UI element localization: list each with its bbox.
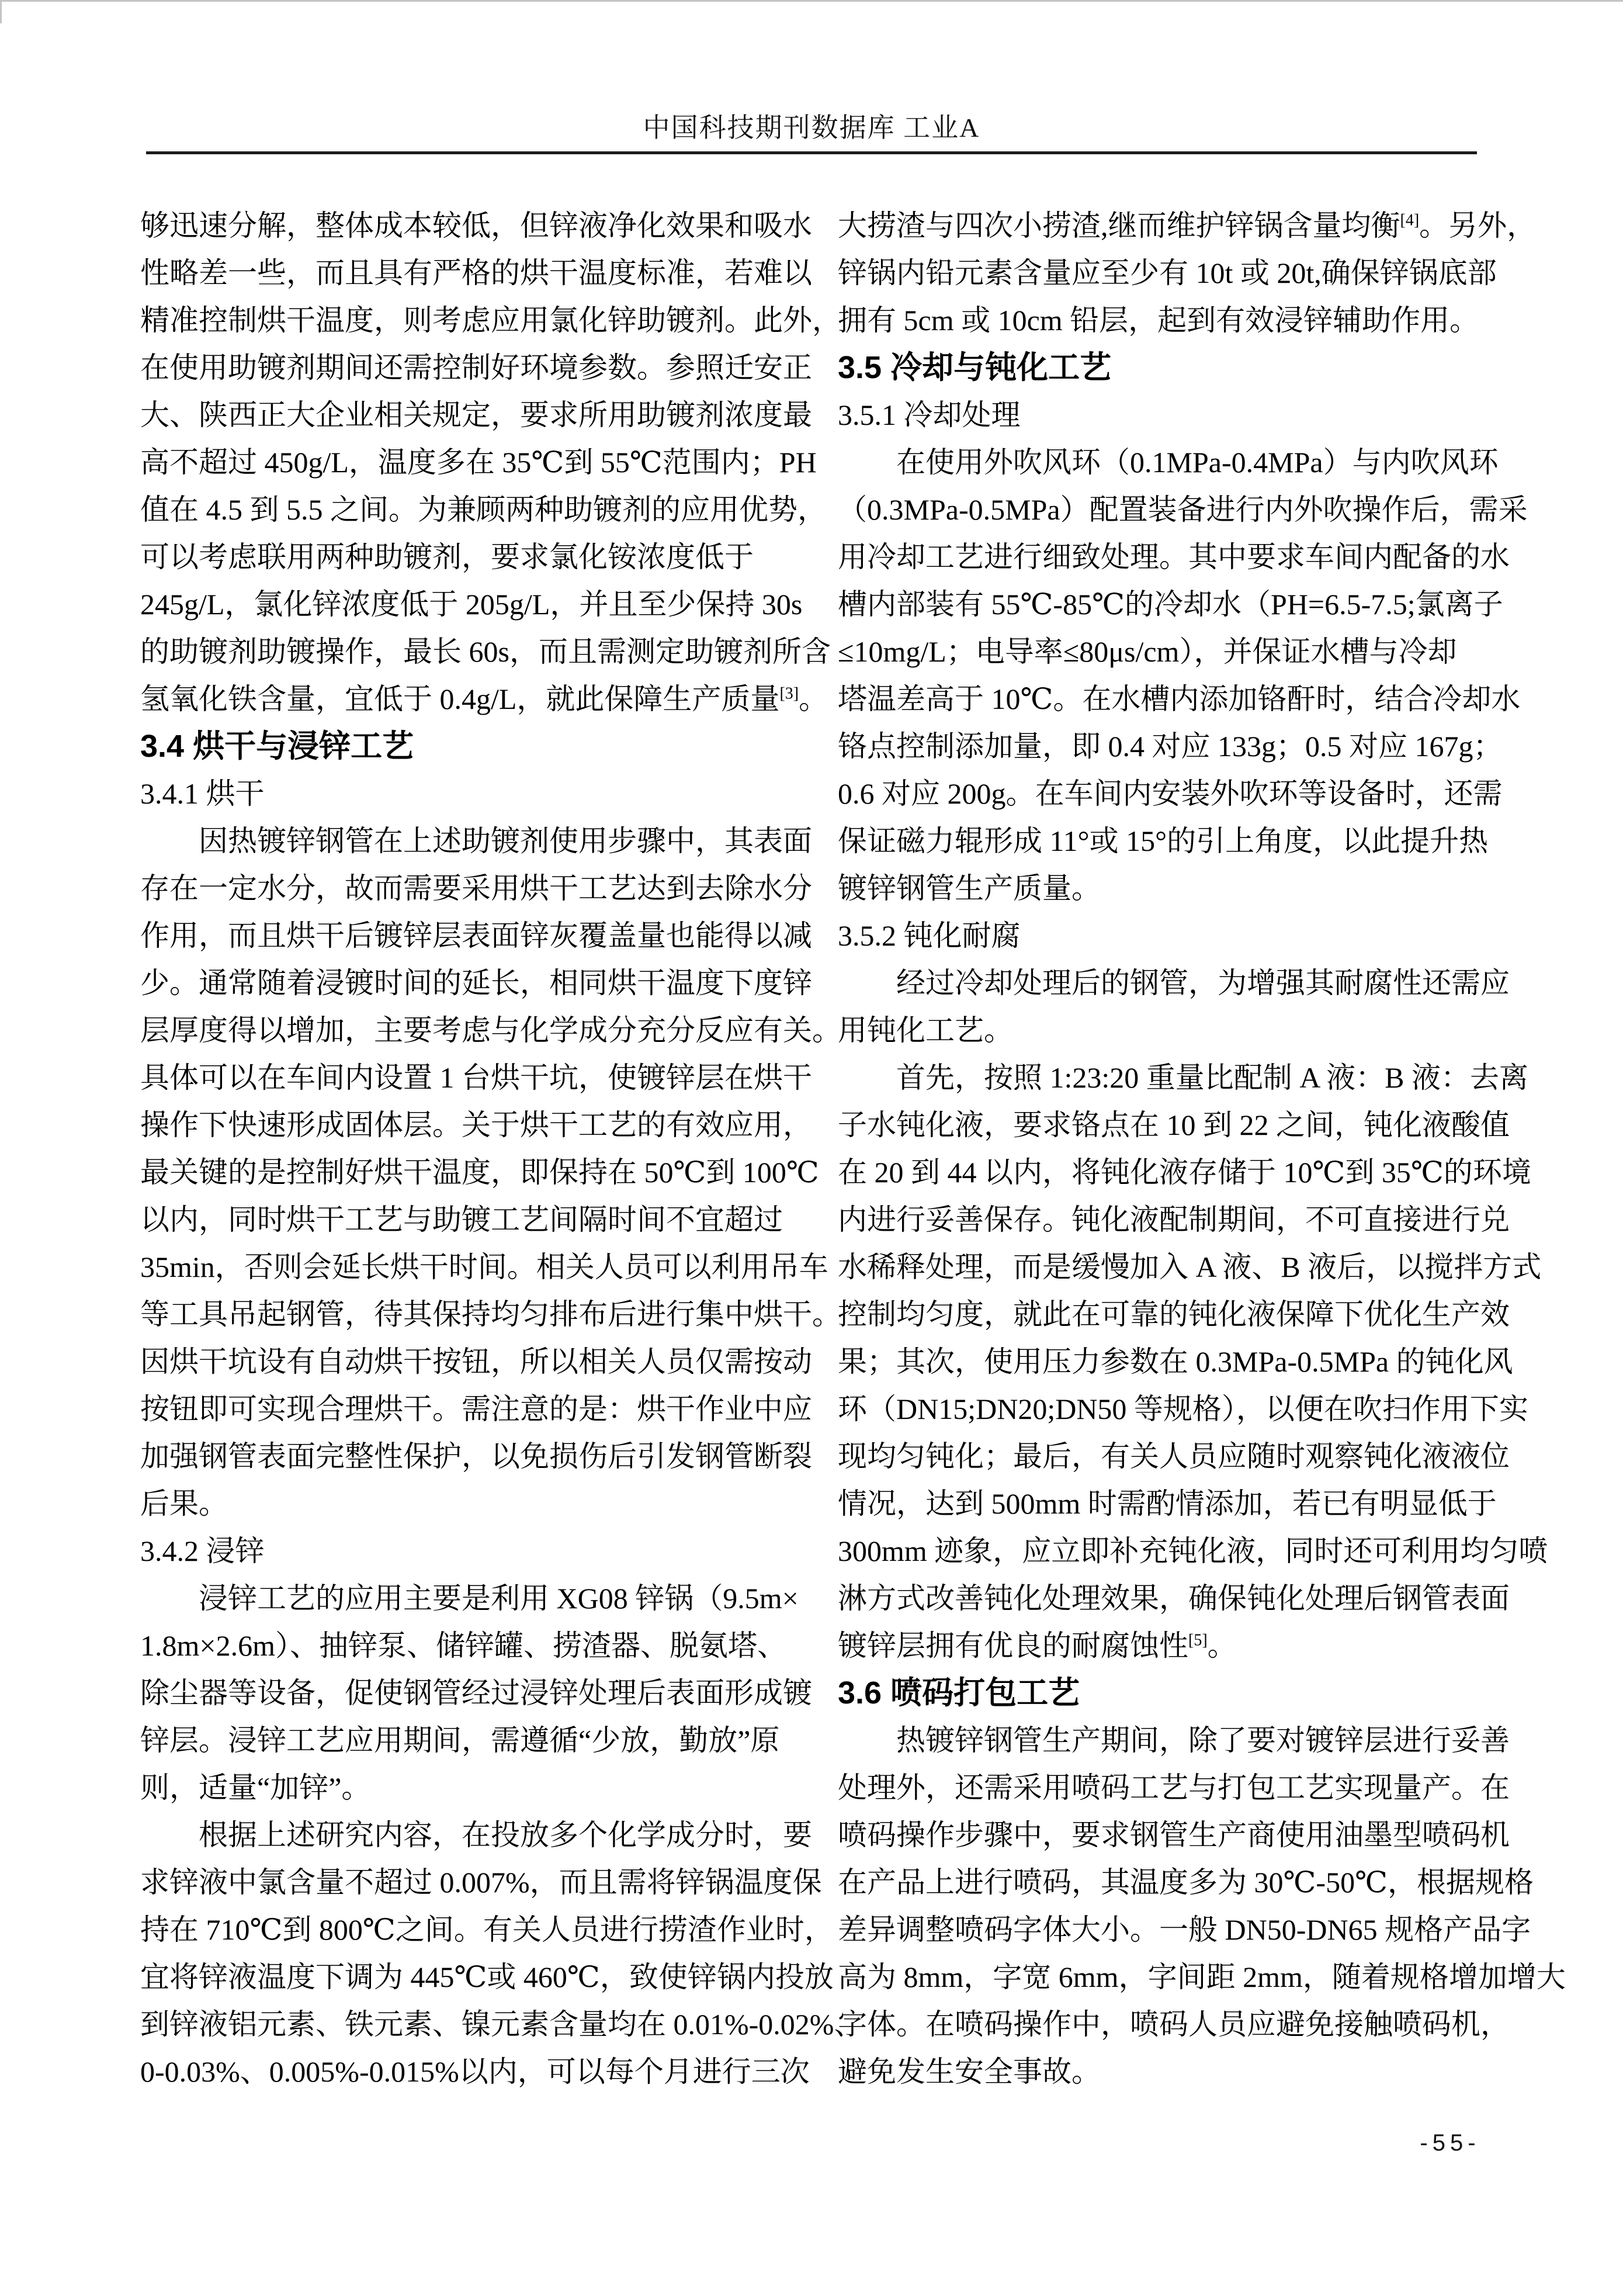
text-line: 氢氧化铁含量，宜低于 0.4g/L，就此保障生产质量[3]。 <box>140 683 828 715</box>
text-line: 内进行妥善保存。钝化液配制期间，不可直接进行兑 <box>838 1203 1510 1236</box>
section-heading: 3.6 喷码打包工艺 <box>838 1675 1080 1710</box>
text-line: 现均匀钝化；最后，有关人员应随时观察钝化液液位 <box>838 1440 1510 1473</box>
left-column <box>140 202 863 2096</box>
text-line: 水稀释处理，而是缓慢加入 A 液、B 液后，以搅拌方式 <box>838 1251 1542 1283</box>
text-line: 大捞渣与四次小捞渣,继而维护锌锅含量均衡[4]。另外， <box>838 209 1537 242</box>
text-line: 经过冷却处理后的钢管，为增强其耐腐性还需应 <box>838 967 1510 999</box>
text-line: 等工具吊起钢管，待其保持均匀排布后进行集中烘干。 <box>140 1298 841 1331</box>
citation-ref: [3] <box>779 684 799 703</box>
page-number: -55- <box>1420 2130 1480 2156</box>
text-line: 则，适量“加锌”。 <box>140 1771 371 1804</box>
subsection-heading: 3.5.1 冷却处理 <box>838 399 1021 431</box>
text-line: 1.8m×2.6m）、抽锌泵、储锌罐、捞渣器、脱氨塔、 <box>140 1629 786 1662</box>
text-line: 除尘器等设备，促使钢管经过浸锌处理后表面形成镀 <box>140 1677 812 1709</box>
text-line: 宜将锌液温度下调为 445℃或 460℃，致使锌锅内投放 <box>140 1961 834 1993</box>
text-line: 245g/L，氯化锌浓度低于 205g/L，并且至少保持 30s <box>140 588 803 621</box>
text-line: 锌层。浸锌工艺应用期间，需遵循“少放，勤放”原 <box>140 1724 780 1757</box>
text-line: 层厚度得以增加，主要考虑与化学成分充分反应有关。 <box>140 1014 841 1047</box>
section-heading: 3.4 烘干与浸锌工艺 <box>140 729 414 764</box>
section-heading: 3.5 冷却与钝化工艺 <box>838 350 1112 385</box>
text-line: 高为 8mm，字宽 6mm，字间距 2mm，随着规格增加增大 <box>838 1961 1566 1993</box>
text-line: 300mm 迹象，应立即补充钝化液，同时还可利用均匀喷 <box>838 1535 1548 1567</box>
text-line: 塔温差高于 10℃。在水槽内添加铬酐时，结合冷却水 <box>838 683 1521 715</box>
text-line: 拥有 5cm 或 10cm 铅层，起到有效浸锌辅助作用。 <box>838 304 1479 337</box>
right-column <box>838 202 1566 2096</box>
text-line: 在产品上进行喷码，其温度多为 30℃-50℃，根据规格 <box>838 1866 1534 1899</box>
text-line: 按钮即可实现合理烘干。需注意的是：烘干作业中应 <box>140 1393 812 1425</box>
subsection-heading: 3.4.1 烘干 <box>140 777 265 810</box>
text-line: 加强钢管表面完整性保护，以免损伤后引发钢管断裂 <box>140 1440 812 1473</box>
text-line: 在 20 到 44 以内，将钝化液存储于 10℃到 35℃的环境 <box>838 1156 1531 1189</box>
text-line: 用钝化工艺。 <box>838 1014 1013 1047</box>
text-line: 镀锌层拥有优良的耐腐蚀性[5]。 <box>838 1629 1237 1662</box>
page-edge-left <box>0 0 2 23</box>
text-line: 作用，而且烘干后镀锌层表面锌灰覆盖量也能得以减 <box>140 919 812 952</box>
text-line: 字体。在喷码操作中，喷码人员应避免接触喷码机， <box>838 2008 1510 2041</box>
text-line: 保证磁力辊形成 11°或 15°的引上角度，以此提升热 <box>838 825 1489 857</box>
text-line: 淋方式改善钝化处理效果，确保钝化处理后钢管表面 <box>838 1582 1510 1615</box>
text-line: 的助镀剂助镀操作，最长 60s，而且需测定助镀剂所含 <box>140 635 831 668</box>
text-line: 铬点控制添加量，即 0.4 对应 133g；0.5 对应 167g； <box>838 730 1503 763</box>
text-line: 求锌液中氯含量不超过 0.007%，而且需将锌锅温度保 <box>140 1866 822 1899</box>
text-line: 用冷却工艺进行细致处理。其中要求车间内配备的水 <box>838 541 1510 573</box>
text-line: 子水钝化液，要求铬点在 10 到 22 之间，钝化液酸值 <box>838 1109 1510 1141</box>
text-line: 以内，同时烘干工艺与助镀工艺间隔时间不宜超过 <box>140 1203 783 1236</box>
text-line: 喷码操作步骤中，要求钢管生产商使用油墨型喷码机 <box>838 1819 1510 1851</box>
subsection-heading: 3.4.2 浸锌 <box>140 1535 265 1567</box>
text-line: 最关键的是控制好烘干温度，即保持在 50℃到 100℃ <box>140 1156 819 1189</box>
text-line: 持在 710℃到 800℃之间。有关人员进行捞渣作业时， <box>140 1913 834 1946</box>
page-footer <box>1386 2130 1514 2156</box>
text-line: 槽内部装有 55℃-85℃的冷却水（PH=6.5-7.5;氯离子 <box>838 588 1503 621</box>
text-line: 够迅速分解，整体成本较低，但锌液净化效果和吸水 <box>140 209 812 242</box>
text-line: 热镀锌钢管生产期间，除了要对镀锌层进行妥善 <box>838 1724 1510 1757</box>
text-line: 果；其次，使用压力参数在 0.3MPa-0.5MPa 的钝化风 <box>838 1345 1513 1378</box>
text-line: 避免发生安全事故。 <box>838 2055 1101 2088</box>
text-line: 到锌液铝元素、铁元素、镍元素含量均在 0.01%-0.02%、 <box>140 2008 863 2041</box>
page-edge-top <box>0 0 1623 2</box>
text-line: 差异调整喷码字体大小。一般 DN50-DN65 规格产品字 <box>838 1913 1531 1946</box>
article-body <box>140 202 1566 2096</box>
text-line: 因热镀锌钢管在上述助镀剂使用步骤中，其表面 <box>140 825 812 857</box>
text-line: 镀锌钢管生产质量。 <box>838 872 1101 905</box>
text-line: 0-0.03%、0.005%-0.015%以内，可以每个月进行三次 <box>140 2055 810 2088</box>
text-line: 少。通常随着浸镀时间的延长，相同烘干温度下度锌 <box>140 967 812 999</box>
text-line: 情况，达到 500mm 时需酌情添加，若已有明显低于 <box>838 1487 1497 1520</box>
header-rule <box>146 151 1477 154</box>
journal-title: 中国科技期刊数据库 工业A <box>643 113 980 143</box>
subsection-heading: 3.5.2 钝化耐腐 <box>838 919 1021 952</box>
citation-ref: [5] <box>1188 1631 1208 1650</box>
text-line: 浸锌工艺的应用主要是利用 XG08 锌锅（9.5m× <box>140 1582 799 1615</box>
text-line: 值在 4.5 到 5.5 之间。为兼顾两种助镀剂的应用优势， <box>140 493 827 526</box>
text-line: 环（DN15;DN20;DN50 等规格），以便在吹扫作用下实 <box>838 1393 1528 1425</box>
text-line: 因烘干坑设有自动烘干按钮，所以相关人员仅需按动 <box>140 1345 812 1378</box>
text-line: 高不超过 450g/L，温度多在 35℃到 55℃范围内；PH <box>140 446 817 479</box>
text-line: （0.3MPa-0.5MPa）配置装备进行内外吹操作后，需采 <box>838 493 1528 526</box>
text-line: 在使用外吹风环（0.1MPa-0.4MPa）与内吹风环 <box>838 446 1499 479</box>
text-line: 后果。 <box>140 1487 228 1520</box>
text-line: 操作下快速形成固体层。关于烘干工艺的有效应用， <box>140 1109 812 1141</box>
text-line: 大、陕西正大企业相关规定，要求所用助镀剂浓度最 <box>140 399 812 431</box>
text-line: 具体可以在车间内设置 1 台烘干坑，使镀锌层在烘干 <box>140 1061 812 1094</box>
text-line: 精准控制烘干温度，则考虑应用氯化锌助镀剂。此外， <box>140 304 841 337</box>
text-line: ≤10mg/L；电导率≤80μs/cm），并保证水槽与冷却 <box>838 635 1457 668</box>
text-line: 可以考虑联用两种助镀剂，要求氯化铵浓度低于 <box>140 541 754 573</box>
text-line: 35min，否则会延长烘干时间。相关人员可以利用吊车 <box>140 1251 828 1283</box>
text-line: 存在一定水分，故而需要采用烘干工艺达到去除水分 <box>140 872 812 905</box>
text-line: 控制均匀度，就此在可靠的钝化液保障下优化生产效 <box>838 1298 1510 1331</box>
text-line: 处理外，还需采用喷码工艺与打包工艺实现量产。在 <box>838 1771 1510 1804</box>
citation-ref: [4] <box>1400 211 1420 230</box>
text-line: 首先，按照 1:23:20 重量比配制 A 液：B 液：去离 <box>838 1061 1528 1094</box>
page-header <box>0 106 1623 145</box>
text-line: 性略差一些，而且具有严格的烘干温度标准，若难以 <box>140 257 812 289</box>
text-line: 在使用助镀剂期间还需控制好环境参数。参照迁安正 <box>140 351 812 384</box>
text-line: 根据上述研究内容，在投放多个化学成分时，要 <box>140 1819 812 1851</box>
text-line: 锌锅内铅元素含量应至少有 10t 或 20t,确保锌锅底部 <box>838 257 1497 289</box>
text-line: 0.6 对应 200g。在车间内安装外吹环等设备时，还需 <box>838 777 1503 810</box>
